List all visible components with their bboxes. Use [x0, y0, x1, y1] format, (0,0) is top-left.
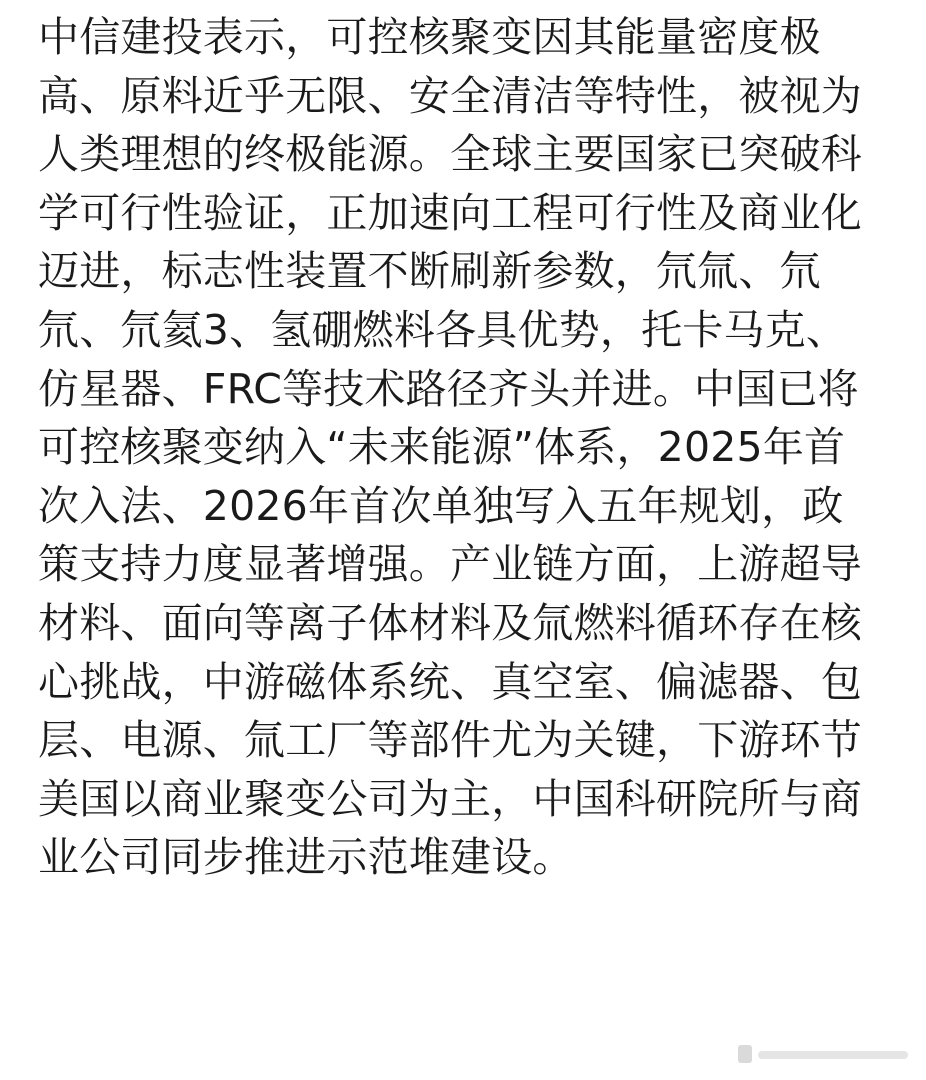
- article-line: 氘、氘氦3、氢硼燃料各具优势，托卡马克、: [38, 305, 848, 354]
- article-line: 迈进，标志性装置不断刷新参数，氘氚、氘: [38, 247, 821, 296]
- article-line: 材料、面向等离子体材料及氚燃料循环存在核: [38, 598, 862, 647]
- watermark-logo-icon: [736, 1039, 916, 1069]
- article-line: 美国以商业聚变公司为主，中国科研院所与商: [38, 774, 862, 823]
- article-line: 学可行性验证，正加速向工程可行性及商业化: [38, 188, 862, 237]
- article-line: 策支持力度显著增强。产业链方面，上游超导: [38, 540, 862, 589]
- article-line: 层、电源、氚工厂等部件尤为关键，下游环节: [38, 716, 862, 765]
- article-line: 人类理想的终极能源。全球主要国家已突破科: [38, 130, 862, 179]
- article-line: 心挑战，中游磁体系统、真空室、偏滤器、包: [38, 657, 862, 706]
- article-line: 仿星器、FRC等技术路径齐头并进。中国已将: [38, 364, 859, 413]
- article-line: 高、原料近乎无限、安全清洁等特性，被视为: [38, 71, 862, 120]
- article-line: 中信建投表示，可控核聚变因其能量密度极: [38, 13, 821, 61]
- article-body: [38, 8, 898, 887]
- watermark: [736, 1039, 916, 1074]
- article-line: 可控核聚变纳入“未来能源”体系，2025年首: [38, 423, 846, 472]
- article-line: 次入法、2026年首次单独写入五年规划，政: [38, 481, 844, 530]
- article-line: 业公司同步推进示范堆建设。: [38, 833, 574, 882]
